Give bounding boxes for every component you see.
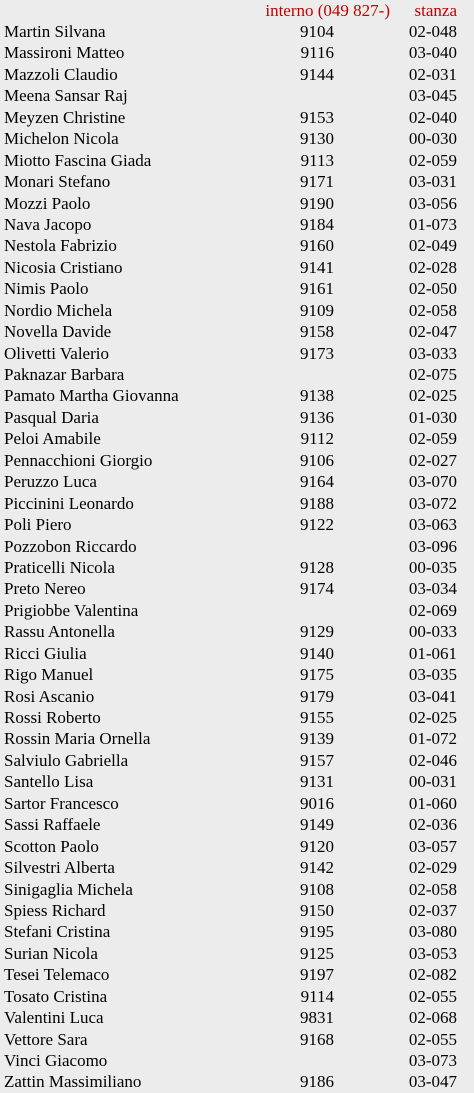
person-name: Poli Piero: [4, 515, 72, 535]
directory-row: [0, 278, 474, 299]
room-number: 02-048: [408, 22, 457, 41]
person-name: Novella Davide: [4, 322, 112, 342]
directory-row: [0, 1050, 474, 1071]
room-number: 02-029: [408, 858, 457, 878]
directory-row: [0, 128, 474, 149]
directory-row: [0, 814, 474, 835]
person-name: Pasqual Daria: [4, 407, 99, 427]
directory-row: [0, 450, 474, 471]
person-name: Rosi Ascanio: [4, 686, 95, 706]
person-name: Nordio Michela: [4, 300, 113, 320]
person-name: Meena Sansar Raj: [4, 86, 128, 106]
room-column-header: stanza: [414, 1, 457, 20]
extension-number: 9130: [300, 129, 334, 149]
room-number: 00-030: [408, 129, 457, 149]
extension-number: 9179: [300, 686, 334, 706]
person-name: Sinigaglia Michela: [4, 879, 133, 899]
room-number: 01-030: [408, 407, 457, 427]
room-number: 02-027: [408, 450, 457, 470]
person-name: Spiess Richard: [4, 900, 106, 920]
directory-row: [0, 771, 474, 792]
room-number: 00-033: [408, 622, 457, 642]
extension-number: 9109: [300, 300, 334, 320]
directory-row: [0, 557, 474, 578]
room-number: 02-068: [408, 1008, 457, 1028]
person-name: Nava Jacopo: [4, 214, 92, 234]
extension-number: 9128: [300, 557, 334, 577]
room-number: 03-056: [408, 193, 457, 213]
extension-number: 9112: [300, 429, 334, 449]
room-number: 03-057: [408, 836, 457, 856]
person-name: Silvestri Alberta: [4, 858, 115, 878]
directory-row: [0, 214, 474, 235]
person-name: Pennacchioni Giorgio: [4, 450, 153, 470]
extension-number: 9120: [300, 836, 334, 856]
directory-row: [0, 300, 474, 321]
directory-row: [0, 364, 474, 385]
extension-number: 9161: [300, 279, 334, 299]
person-name: Meyzen Christine: [4, 107, 126, 127]
directory-row: [0, 1071, 474, 1092]
person-name: Peruzzo Luca: [4, 472, 97, 492]
extension-number: 9190: [300, 193, 334, 213]
extension-number: 9150: [300, 900, 334, 920]
room-number: 02-031: [408, 64, 457, 84]
directory-row: [0, 257, 474, 278]
directory-row: [0, 728, 474, 749]
extension-number: 9104: [300, 22, 334, 41]
extension-number: 9164: [300, 472, 334, 492]
room-number: 00-031: [408, 772, 457, 792]
extension-number: 9168: [300, 1029, 334, 1049]
person-name: Rossin Maria Ornella: [4, 729, 151, 749]
extension-number: 9174: [300, 579, 334, 599]
extension-number: 9125: [300, 943, 334, 963]
person-name: Rassu Antonella: [4, 622, 115, 642]
directory-row: [0, 343, 474, 364]
extension-number: 9155: [300, 708, 334, 727]
directory-row: [0, 857, 474, 878]
directory-row: [0, 171, 474, 192]
room-number: 03-096: [408, 536, 457, 556]
directory-row: [0, 793, 474, 814]
room-number: 03-045: [408, 86, 457, 106]
directory-row: [0, 750, 474, 771]
extension-number: 9106: [300, 450, 334, 470]
room-number: 02-040: [408, 107, 457, 127]
extension-number: 9153: [300, 107, 334, 127]
directory-row: [0, 900, 474, 921]
person-name: Sartor Francesco: [4, 793, 119, 813]
person-name: Monari Stefano: [4, 172, 111, 192]
extension-number: 9138: [300, 386, 334, 406]
room-number: 03-080: [408, 922, 457, 942]
directory-row: [0, 407, 474, 428]
extension-number: 9139: [300, 729, 334, 749]
room-number: 02-059: [408, 150, 457, 170]
directory-row: [0, 514, 474, 535]
extension-number: 9129: [300, 622, 334, 642]
extension-number: 9140: [300, 643, 334, 663]
person-name: Santello Lisa: [4, 772, 94, 792]
person-name: Ricci Giulia: [4, 643, 87, 663]
room-number: 03-035: [408, 665, 457, 685]
person-name: Vettore Sara: [4, 1029, 88, 1049]
room-number: 02-058: [408, 300, 457, 320]
room-number: 03-072: [408, 493, 457, 513]
extension-number: 9188: [300, 493, 334, 513]
extension-column-header: interno (049 827-): [265, 1, 390, 20]
directory-row: [0, 879, 474, 900]
extension-number: 9197: [300, 965, 334, 985]
person-name: Tesei Telemaco: [4, 965, 110, 985]
room-number: 00-035: [408, 557, 457, 577]
room-number: 03-033: [408, 343, 457, 363]
room-number: 02-036: [408, 815, 457, 835]
directory-row: [0, 621, 474, 642]
extension-number: 9173: [300, 343, 334, 363]
directory-row: [0, 385, 474, 406]
extension-number: 9113: [300, 150, 334, 170]
extension-number: 9142: [300, 858, 334, 878]
directory-row: [0, 664, 474, 685]
directory-row: [0, 643, 474, 664]
directory-row: [0, 428, 474, 449]
directory-row: [0, 536, 474, 557]
extension-number: 9831: [300, 1008, 334, 1028]
room-number: 02-025: [408, 708, 457, 727]
room-number: 02-055: [408, 986, 457, 1006]
directory-row: [0, 986, 474, 1007]
person-name: Zattin Massimiliano: [4, 1072, 142, 1092]
room-number: 02-047: [408, 322, 457, 342]
directory-row: [0, 321, 474, 342]
directory-row: [0, 707, 474, 728]
extension-number: 9184: [300, 214, 334, 234]
directory-row: [0, 42, 474, 63]
room-number: 02-075: [408, 365, 457, 384]
extension-number: 9160: [300, 236, 334, 256]
extension-number: 9116: [300, 43, 334, 63]
extension-number: 9141: [300, 257, 334, 277]
person-name: Miotto Fascina Giada: [4, 150, 152, 170]
person-name: Prigiobbe Valentina: [4, 600, 139, 620]
directory-row: [0, 686, 474, 707]
person-name: Nimis Paolo: [4, 279, 89, 299]
extension-number: 9136: [300, 407, 334, 427]
directory-row: [0, 921, 474, 942]
room-number: 03-073: [408, 1051, 457, 1070]
room-number: 01-073: [408, 214, 457, 234]
person-name: Preto Nereo: [4, 579, 86, 599]
person-name: Scotton Paolo: [4, 836, 99, 856]
person-name: Vinci Giacomo: [4, 1051, 108, 1070]
room-number: 03-070: [408, 472, 457, 492]
person-name: Peloi Amabile: [4, 429, 101, 449]
directory-row: [0, 85, 474, 106]
person-name: Mozzi Paolo: [4, 193, 91, 213]
person-name: Michelon Nicola: [4, 129, 119, 149]
extension-number: 9195: [300, 922, 334, 942]
person-name: Olivetti Valerio: [4, 343, 109, 363]
room-number: 03-031: [408, 172, 457, 192]
extension-number: 9158: [300, 322, 334, 342]
person-name: Rossi Roberto: [4, 708, 101, 727]
table-header: [0, 0, 474, 21]
person-name: Massironi Matteo: [4, 43, 125, 63]
room-number: 02-046: [408, 750, 457, 770]
person-name: Martin Silvana: [4, 22, 106, 41]
person-name: Salviulo Gabriella: [4, 750, 129, 770]
room-number: 02-037: [408, 900, 457, 920]
extension-number: 9144: [300, 64, 334, 84]
room-number: 03-040: [408, 43, 457, 63]
room-number: 02-050: [408, 279, 457, 299]
directory-row: [0, 578, 474, 599]
extension-number: 9171: [300, 172, 334, 192]
extension-number: 9131: [300, 772, 334, 792]
person-name: Rigo Manuel: [4, 665, 94, 685]
directory-row: [0, 493, 474, 514]
directory-row: [0, 943, 474, 964]
room-number: 03-063: [408, 515, 457, 535]
room-number: 02-059: [408, 429, 457, 449]
directory-list: [0, 21, 474, 1093]
room-number: 03-041: [408, 686, 457, 706]
extension-number: 9016: [300, 793, 334, 813]
directory-row: [0, 964, 474, 985]
person-name: Nicosia Cristiano: [4, 257, 123, 277]
directory-row: [0, 193, 474, 214]
room-number: 02-069: [408, 600, 457, 620]
person-name: Pamato Martha Giovanna: [4, 386, 179, 406]
room-number: 02-058: [408, 879, 457, 899]
directory-row: [0, 836, 474, 857]
person-name: Tosato Cristina: [4, 986, 108, 1006]
directory-row: [0, 21, 474, 42]
room-number: 03-047: [408, 1072, 457, 1092]
room-number: 02-049: [408, 236, 457, 256]
extension-number: 9122: [300, 515, 334, 535]
person-name: Valentini Luca: [4, 1008, 104, 1028]
person-name: Pozzobon Riccardo: [4, 536, 137, 556]
directory-row: [0, 107, 474, 128]
directory-row: [0, 235, 474, 256]
person-name: Surian Nicola: [4, 943, 98, 963]
room-number: 02-055: [408, 1029, 457, 1049]
directory-row: [0, 471, 474, 492]
person-name: Piccinini Leonardo: [4, 493, 134, 513]
person-name: Sassi Raffaele: [4, 815, 101, 835]
room-number: 02-028: [408, 257, 457, 277]
room-number: 03-034: [408, 579, 457, 599]
room-number: 01-072: [408, 729, 457, 749]
extension-number: 9175: [300, 665, 334, 685]
directory-row: [0, 150, 474, 171]
extension-number: 9186: [300, 1072, 334, 1092]
person-name: Paknazar Barbara: [4, 365, 125, 384]
directory-row: [0, 600, 474, 621]
room-number: 01-061: [408, 643, 457, 663]
extension-number: 9114: [300, 986, 334, 1006]
room-number: 03-053: [408, 943, 457, 963]
directory-row: [0, 1007, 474, 1028]
extension-number: 9157: [300, 750, 334, 770]
directory-row: [0, 64, 474, 85]
person-name: Stefani Cristina: [4, 922, 111, 942]
room-number: 01-060: [408, 793, 457, 813]
room-number: 02-025: [408, 386, 457, 406]
room-number: 02-082: [408, 965, 457, 985]
person-name: Praticelli Nicola: [4, 557, 115, 577]
extension-number: 9108: [300, 879, 334, 899]
person-name: Nestola Fabrizio: [4, 236, 117, 256]
directory-row: [0, 1029, 474, 1050]
person-name: Mazzoli Claudio: [4, 64, 118, 84]
extension-number: 9149: [300, 815, 334, 835]
